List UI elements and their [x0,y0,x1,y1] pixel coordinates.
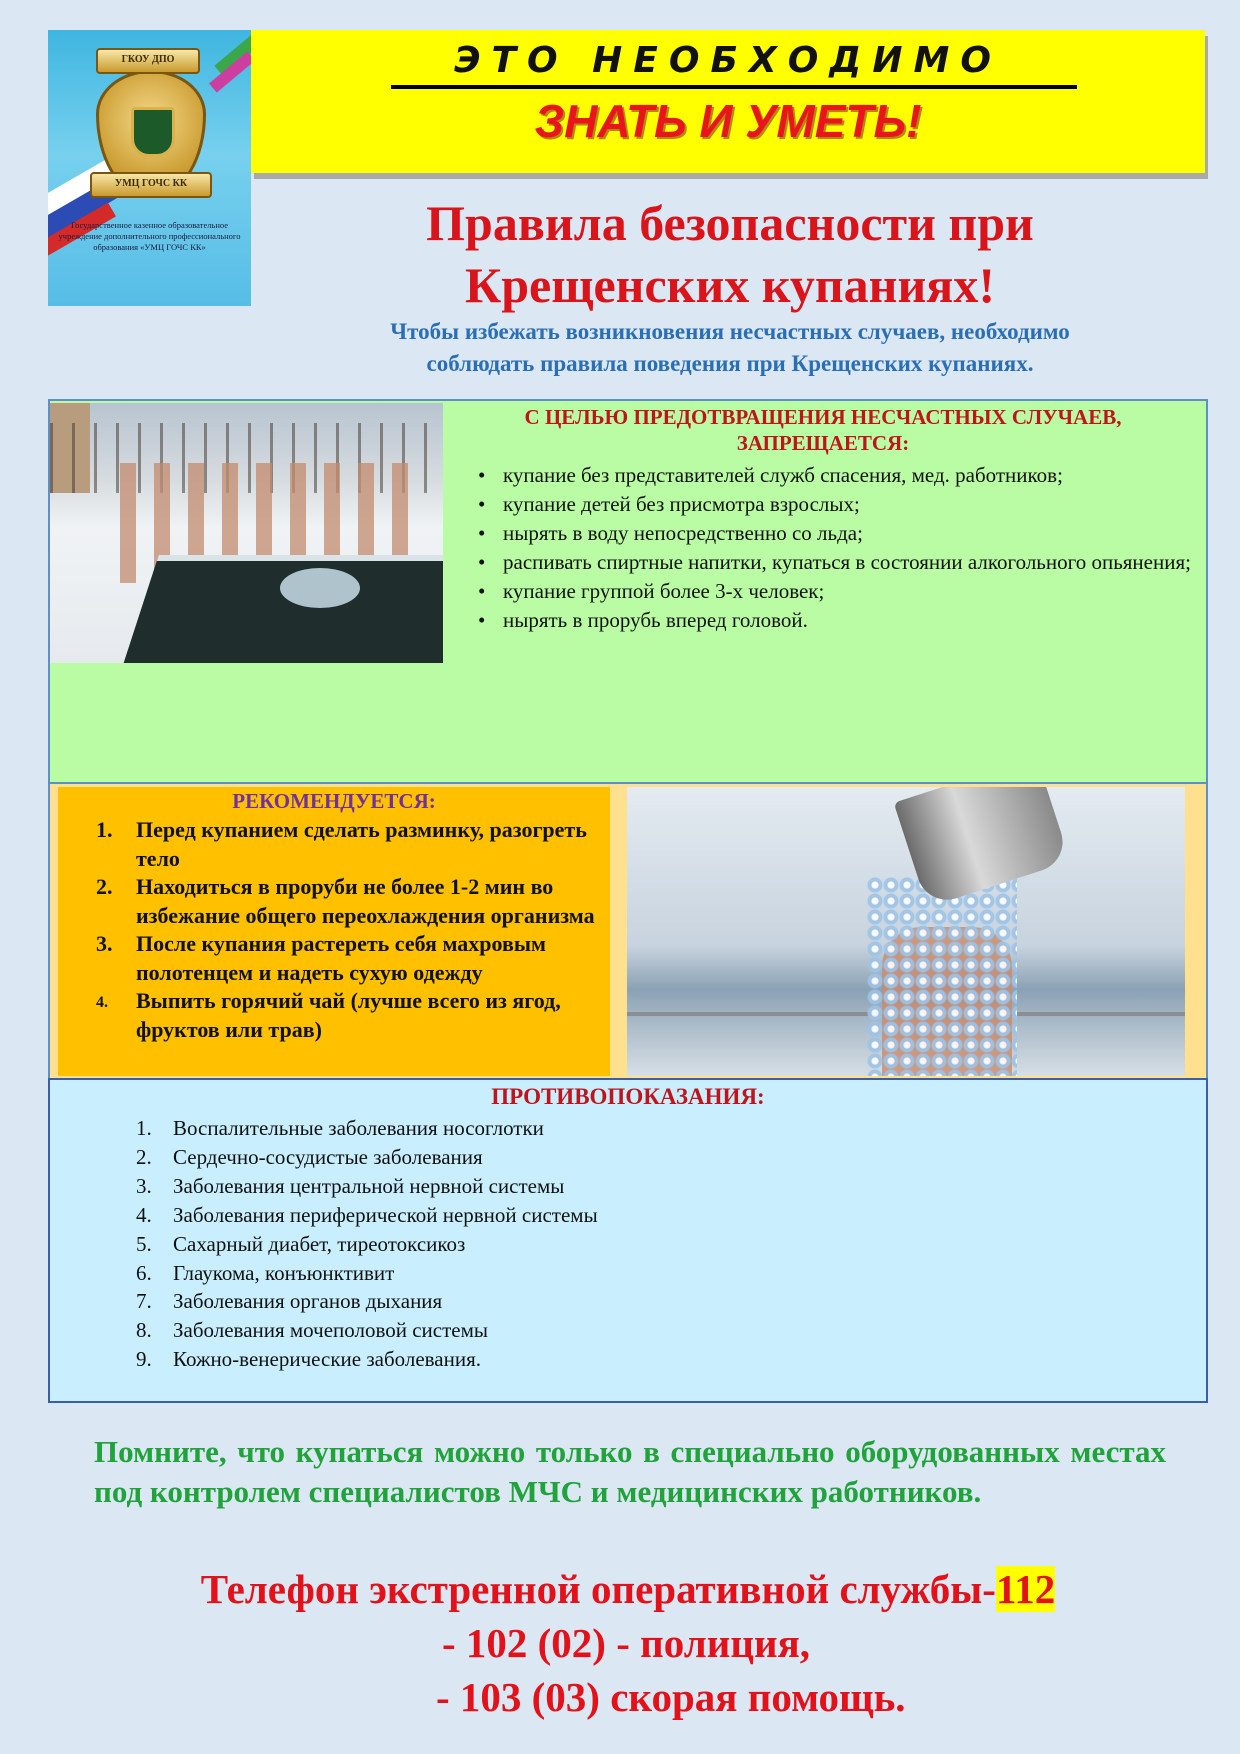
prohibited-heading-line2: ЗАПРЕЩАЕТСЯ: [736,431,910,455]
emergency-phone-label: Телефон экстренной оперативной службы- [200,1566,996,1612]
recommended-list [96,816,616,1044]
list-item [96,816,616,873]
list-item [136,1172,598,1201]
title-line2: Крещенских купаниях! [464,257,995,313]
bucket-pour-photo [627,787,1185,1076]
logo-top-band: ГКОУ ДПО [96,48,200,74]
list-number: 6. [136,1260,152,1285]
list-item: • нырять в прорубь вперед головой. [478,606,1198,635]
contraindications-heading: ПРОТИВОПОКАЗАНИЯ: [491,1084,765,1109]
header-banner [251,30,1205,173]
coat-of-arms-icon [131,107,175,157]
list-text: Сахарный диабет, тиреотоксикоз [173,1231,466,1256]
page-title [260,192,1200,316]
list-text: Заболевания мочеполовой системы [173,1318,488,1343]
list-item [136,1114,598,1143]
logo [48,30,251,306]
ambulance-phone-line: - 103 (03) скорая помощь. [436,1674,906,1720]
list-item [136,1316,598,1345]
list-text: Заболевания периферической нервной системы [173,1202,598,1227]
list-text: Воспалительные заболевания носоглотки [173,1116,544,1140]
list-item [96,873,616,930]
subtitle-line1: Чтобы избежать возникновения несчастных случаев, необходимо [390,319,1070,344]
list-text: Заболевания центральной нервной системы [173,1173,565,1198]
prohibited-heading-line1: С ЦЕЛЬЮ ПРЕДОТВРАЩЕНИЯ НЕСЧАСТНЫХ СЛУЧАЕВ, [524,405,1122,429]
list-item: • нырять в воду непосредственно со льда; [478,519,1198,548]
page-subtitle [250,316,1210,380]
list-number: 1. [96,817,113,842]
prohibited-heading [448,404,1198,456]
list-number: 2. [96,874,113,899]
emergency-phone-number: 112 [995,1566,1056,1612]
list-item [96,987,616,1044]
list-text: Находиться в проруби не более 1-2 мин во избежание общего переохлаждения организма [136,874,595,928]
banner-underline [391,85,1077,89]
reminder-paragraph: Помните, что купаться можно только в специально оборудованных местах под контролем специалистов МЧС и медицинских работников. [94,1434,1166,1509]
list-number: 2. [136,1144,152,1169]
emergency-phone-line [48,1564,1208,1614]
list-item: • распивать спиртные напитки, купаться в состоянии алкогольного опьянения; [478,548,1198,577]
list-number: 9. [136,1347,152,1372]
list-item [136,1259,598,1288]
list-item [136,1287,598,1316]
list-item [136,1230,598,1259]
ice-hole-bathing-photo [50,403,443,663]
list-item [136,1201,598,1230]
list-item: • купание без представителей служб спасения, мед. работников; [478,461,1198,490]
prohibited-list [478,461,1198,635]
list-number: 3. [136,1173,152,1198]
photo-ice-hole [111,555,443,663]
list-text: Кожно-венерические заболевания. [173,1347,481,1372]
list-number: 3. [96,931,113,956]
subtitle-line2: соблюдать правила поведения при Крещенских купаниях. [426,351,1034,376]
list-number: 8. [136,1318,152,1343]
list-text: Сердечно-сосудистые заболевания [173,1144,483,1169]
list-number: 1. [136,1116,152,1140]
list-text: Глаукома, конъюнктивит [173,1260,395,1285]
list-text: Перед купанием сделать разминку, разогреть тело [136,817,587,871]
photo-splash [280,568,360,608]
logo-bottom-band: УМЦ ГОЧС КК [90,172,212,198]
logo-caption: Государственное казенное образовательное учреждение дополнительного профессионального образования «УМЦ ГОЧС КК» [58,220,241,252]
list-text: После купания растереть себя махровым полотенцем и надеть сухую одежду [136,931,547,985]
list-text: Выпить горячий чай (лучше всего из ягод, фруктов или трав) [136,988,561,1042]
list-text: Заболевания органов дыхания [173,1289,443,1314]
list-item [136,1345,598,1374]
list-item [96,930,616,987]
list-number: 4. [96,994,108,1011]
police-phone-line: - 102 (02) - полиция, [442,1620,810,1666]
list-number: 7. [136,1289,152,1314]
list-number: 5. [136,1231,152,1256]
list-item: • купание детей без присмотра взрослых; [478,490,1198,519]
banner-line2: ЗНАТЬ И УМЕТЬ! [534,95,922,147]
contraindications-list [136,1114,598,1374]
banner-line1: ЭТО НЕОБХОДИМО [454,40,1002,81]
recommended-heading: РЕКОМЕНДУЕТСЯ: [232,789,436,813]
photo-ice-water [867,877,1017,1076]
list-item [136,1143,598,1172]
list-item: • купание группой более 3-х человек; [478,577,1198,606]
list-number: 4. [136,1202,152,1227]
title-line1: Правила безопасности при [426,195,1034,251]
